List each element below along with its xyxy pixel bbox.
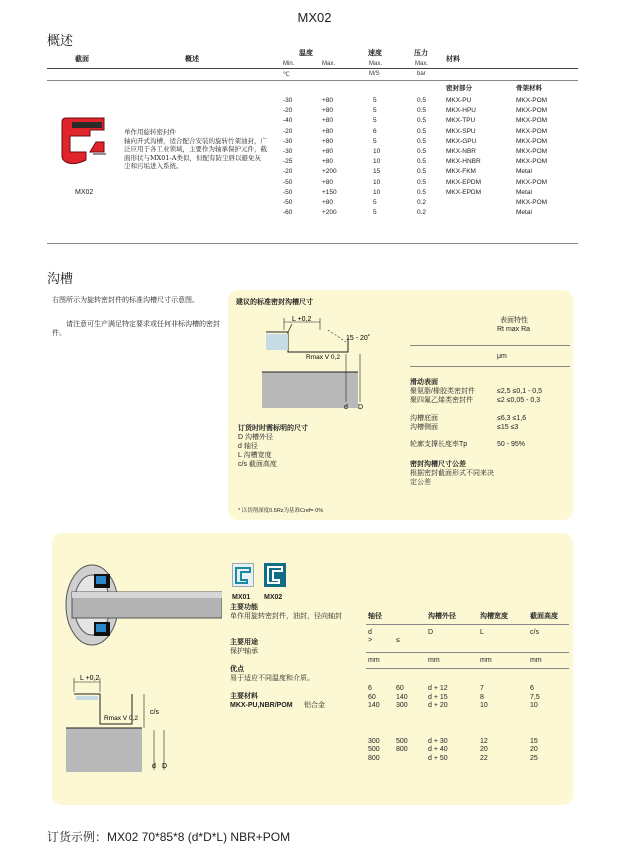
spec-rule-1 [366, 624, 569, 625]
col-height: 截面高度 [530, 613, 558, 620]
surface-cols: Rt max Ra [497, 326, 531, 333]
row-8-frame: MKX-POM [516, 178, 548, 186]
order-dim-L: L 沟槽宽度 [238, 452, 272, 459]
page-title: MX02 [297, 10, 332, 25]
seal-section-drawing [60, 116, 112, 168]
row-6-max: +80 [322, 158, 334, 166]
header-rule [47, 68, 578, 69]
groove-bottom: 沟槽底面 [410, 415, 438, 422]
spec-groove-drawing [62, 672, 172, 776]
row-4-seal: MKX-GPU [446, 137, 477, 145]
spec-row-4-D: d + 40 [428, 746, 448, 754]
unit-rule [47, 80, 578, 81]
func-title: 主要功能 [230, 604, 258, 611]
groove-fig-angle: 15 - 20˚ [346, 335, 371, 342]
mx02-label: MX02 [264, 594, 283, 601]
col-speed: 速度 [368, 50, 382, 57]
row-9-speed: 10 [373, 188, 381, 196]
row-10-max: +80 [322, 198, 334, 206]
adv-title: 优点 [230, 666, 244, 673]
groove-footnote: * 以切削深度0.5Rz为基准Cref= 0% [238, 508, 324, 514]
frame-column [516, 96, 547, 218]
row-4-min: -30 [283, 137, 293, 145]
sym-le: ≤ [396, 637, 400, 644]
row-9-seal: MKX-EPDM [446, 188, 482, 196]
surface-title: 表面特性 [500, 317, 528, 324]
spec-row-2-cs: 10 [530, 702, 538, 710]
assembly-drawing [62, 562, 222, 648]
col-material: 材料 [446, 56, 460, 63]
row-3-pressure: 0.5 [417, 127, 427, 135]
row-1-speed: 5 [373, 107, 377, 115]
spec-row-4-a: 500 [368, 746, 380, 754]
row-5-max: +80 [322, 147, 334, 155]
row-1-min: -20 [283, 107, 293, 115]
col-section: 截面 [75, 56, 89, 63]
seal-part-label: 密封部分 [446, 84, 472, 92]
row-11-seal [446, 208, 481, 218]
col-summary: 概述 [185, 56, 199, 63]
spec-rule-2 [366, 652, 569, 653]
row-0-pressure: 0.5 [417, 97, 427, 104]
row-7-max: +200 [322, 168, 337, 176]
spec-row-1-a: 60 [368, 693, 376, 701]
row-0-frame: MKX-POM [516, 97, 548, 104]
mat-extra: 铝合金 [304, 702, 325, 709]
spec-rule-3 [366, 668, 569, 669]
row-4-frame: MKX-POM [516, 137, 548, 145]
row-11-speed: 5 [373, 209, 377, 217]
row-2-seal: MKX-TPU [446, 117, 476, 125]
sliding-title: 滑动表面 [410, 379, 438, 386]
spec-row-3-a: 300 [368, 737, 380, 745]
row-5-frame: MKX-POM [516, 147, 548, 155]
spec-row-4-b: 800 [396, 746, 408, 754]
groove-fig-r: Rmax V 0,2 [306, 354, 340, 361]
row-9-frame: Metal [516, 188, 532, 196]
row-5-speed: 10 [373, 147, 381, 155]
row-8-seal: MKX-EPDM [446, 178, 482, 186]
unit-speed: M/S [369, 71, 380, 77]
spec-row-5-L: 22 [480, 755, 488, 762]
mx02-icon [264, 563, 286, 587]
col-speed-max: Max. [369, 61, 383, 67]
groove-fig-d: d [344, 404, 348, 411]
row-1-frame: MKX-POM [516, 107, 548, 115]
spec-row-0-a: 6 [368, 685, 372, 692]
spec-row-1-D: d + 15 [428, 693, 448, 701]
mx01-label: MX01 [232, 594, 251, 601]
row-10-seal [446, 198, 481, 208]
unit-temp: ℃ [283, 72, 290, 78]
surface-rule-2 [410, 366, 570, 367]
spec-row-0-cs: 6 [530, 685, 534, 692]
order-example: 订货示例：MX02 70*85*8 (d*D*L) NBR+POM [47, 830, 291, 844]
spec-row-0-D: d + 12 [428, 685, 448, 692]
row-10-pressure: 0.2 [417, 198, 427, 206]
spec-fig-d: d [152, 763, 156, 770]
bearing-ratio-value: 50 - 95% [497, 441, 526, 448]
row-2-frame: MKX-POM [516, 117, 548, 125]
sym-cs: c/s [530, 629, 539, 636]
sym-D: D [428, 629, 434, 636]
mx01-icon [232, 563, 254, 587]
spec-row-2-D: d + 20 [428, 702, 448, 710]
unit-mm-1: mm [368, 657, 380, 664]
row-11-frame: Metal [516, 209, 532, 217]
groove-panel-title: 建议的标准密封沟槽尺寸 [236, 299, 313, 306]
row-5-seal: MKX-NBR [446, 147, 476, 155]
row-2-min: -40 [283, 117, 293, 125]
mat-text: MKX-PU,NBR/POM [230, 702, 293, 709]
order-dims-title: 订货时时需标明的尺寸 [238, 425, 308, 432]
spec-row-2-L: 10 [480, 702, 488, 710]
sliding-1: 聚氨脂/橡胶类密封件 [410, 388, 475, 395]
groove-heading: 沟槽 [47, 271, 74, 286]
spec-fig-cs: c/s [150, 709, 159, 716]
surface-rule-1 [410, 345, 570, 346]
sym-d: d [368, 629, 372, 636]
sliding-2-value: ≤2 ≤0,05 - 0,3 [497, 397, 541, 404]
spec-row-5-cs: 25 [530, 755, 538, 762]
groove-bottom-value: ≤6,3 ≤1,6 [497, 415, 527, 422]
table-bottom-rule [47, 243, 578, 244]
temp-max-column [322, 96, 337, 218]
spec-row-3-D: d + 30 [428, 737, 448, 745]
surface-unit: μm [497, 353, 507, 360]
unit-mm-2: mm [428, 657, 440, 664]
groove-drawing [258, 312, 378, 412]
row-3-seal: MKX-SPU [446, 127, 476, 135]
groove-intro-2: 请注意可生产满足特定要求或任何非标沟槽的密封件。 [52, 321, 220, 337]
row-11-max: +200 [322, 209, 337, 217]
unit-mm-4: mm [530, 657, 542, 664]
row-6-min: -25 [283, 158, 293, 166]
speed-column [373, 96, 380, 218]
col-temp-max: Max. [322, 61, 336, 67]
product-description: 单作用旋转密封件 轴向开式沟槽，适合配合安装的旋转竹架油封，广泛应用于各工业领域，主要作为轴承保护元件，截面形状与MX01-A类似，但配有防尘唇以避免灰尘和污垢进入系统。 [124, 128, 267, 171]
row-11-pressure: 0.2 [417, 209, 427, 217]
temp-min-column [283, 96, 292, 218]
unit-pressure: bar [417, 71, 426, 77]
row-9-pressure: 0.5 [417, 188, 427, 196]
spec-row-2-a: 140 [368, 702, 380, 710]
row-6-speed: 10 [373, 158, 381, 166]
seal-column [446, 96, 481, 218]
spec-row-0-b: 60 [396, 685, 404, 692]
row-11-min: -60 [283, 209, 293, 217]
sliding-2: 聚四氟乙烯类密封件 [410, 397, 473, 404]
frame-material-label: 骨架材料 [516, 84, 542, 92]
spec-row-4-L: 20 [480, 746, 488, 754]
row-7-pressure: 0.5 [417, 168, 427, 176]
row-2-max: +80 [322, 117, 334, 125]
unit-mm-3: mm [480, 657, 492, 664]
order-dim-d: d 轴径 [238, 443, 258, 450]
sym-L: L [480, 629, 484, 636]
groove-fig-l: L +0,2 [292, 316, 312, 323]
row-3-speed: 6 [373, 127, 377, 135]
use-title: 主要用途 [230, 639, 258, 646]
row-8-max: +80 [322, 178, 334, 186]
row-10-min: -50 [283, 198, 293, 206]
row-6-frame: MKX-POM [516, 158, 548, 166]
groove-side-value: ≤15 ≤3 [497, 424, 519, 431]
col-width: 沟槽宽度 [480, 613, 508, 620]
row-5-pressure: 0.5 [417, 147, 427, 155]
product-label: MX02 [75, 189, 94, 196]
spec-fig-r: Rmax V 0,2 [104, 715, 138, 722]
row-6-pressure: 0.5 [417, 158, 427, 166]
row-0-speed: 5 [373, 97, 377, 104]
row-6-seal: MKX-HNBR [446, 158, 481, 166]
spec-row-5-D: d + 50 [428, 755, 448, 762]
row-0-min: -30 [283, 97, 293, 104]
col-outer: 沟槽外径 [428, 613, 456, 620]
groove-fig-D: D [358, 404, 364, 411]
col-temp-min: Min. [283, 61, 295, 67]
row-10-frame: MKX-POM [516, 198, 548, 206]
row-4-max: +80 [322, 137, 334, 145]
spec-row-5-a: 800 [368, 755, 380, 762]
row-10-speed: 5 [373, 198, 377, 206]
row-9-min: -50 [283, 188, 293, 196]
spec-fig-D: D [162, 763, 168, 770]
row-8-min: -50 [283, 178, 293, 186]
row-9-max: +150 [322, 188, 337, 196]
row-0-seal: MKX-PU [446, 97, 472, 104]
col-pressure-max: Max. [415, 61, 429, 67]
spec-row-3-cs: 15 [530, 737, 538, 745]
sym-gt: > [368, 637, 373, 644]
spec-row-0-L: 7 [480, 685, 484, 692]
spec-row-1-b: 140 [396, 693, 408, 701]
sliding-1-value: ≤2,5 ≤0,1 - 0,5 [497, 388, 543, 395]
order-dim-D: D 沟槽外径 [238, 434, 273, 441]
row-8-pressure: 0.5 [417, 178, 427, 186]
use-text: 保护轴承 [230, 648, 258, 655]
spec-row-3-b: 500 [396, 737, 408, 745]
bearing-ratio: 轮廓支撑长度率Tp [410, 441, 468, 448]
row-5-min: -30 [283, 147, 293, 155]
row-0-max: +80 [322, 97, 334, 104]
row-4-pressure: 0.5 [417, 137, 427, 145]
row-7-speed: 15 [373, 168, 381, 176]
col-shaft: 轴径 [368, 613, 382, 620]
groove-side: 沟槽侧面 [410, 424, 438, 431]
row-8-speed: 10 [373, 178, 381, 186]
row-3-frame: MKX-POM [516, 127, 548, 135]
col-pressure: 压力 [414, 50, 428, 57]
row-7-seal: MKX-FKM [446, 168, 476, 176]
row-3-min: -20 [283, 127, 293, 135]
order-dim-cs: c/s 截面高度 [238, 461, 277, 468]
groove-intro-1: 右图所示为旋转密封件的标准沟槽尺寸示意图。 [52, 297, 199, 304]
adv-text: 易于适应不同温度和介质。 [230, 675, 314, 682]
pressure-column [417, 96, 426, 218]
spec-row-2-b: 300 [396, 702, 408, 710]
spec-fig-l: L +0,2 [80, 675, 100, 682]
row-7-frame: Metal [516, 168, 532, 176]
func-text: 单作用旋转密封件，油封，径向轴封 [230, 613, 342, 620]
spec-row-1-cs: 7,5 [530, 693, 540, 701]
spec-row-3-L: 12 [480, 737, 488, 745]
tol-text: 根据密封截面形式不同来决定公差 [410, 470, 494, 486]
overview-heading: 概述 [47, 33, 74, 48]
col-temp: 温度 [299, 50, 313, 57]
spec-row-1-L: 8 [480, 693, 484, 701]
row-3-max: +80 [322, 127, 334, 135]
spec-row-4-cs: 20 [530, 746, 538, 754]
row-2-speed: 5 [373, 117, 377, 125]
row-1-max: +80 [322, 107, 334, 115]
row-1-pressure: 0.5 [417, 107, 427, 115]
row-2-pressure: 0.5 [417, 117, 427, 125]
mat-title: 主要材料 [230, 693, 258, 700]
tol-title: 密封沟槽尺寸公差 [410, 461, 466, 468]
row-1-seal: MKX-HPU [446, 107, 476, 115]
row-4-speed: 5 [373, 137, 377, 145]
row-7-min: -20 [283, 168, 293, 176]
